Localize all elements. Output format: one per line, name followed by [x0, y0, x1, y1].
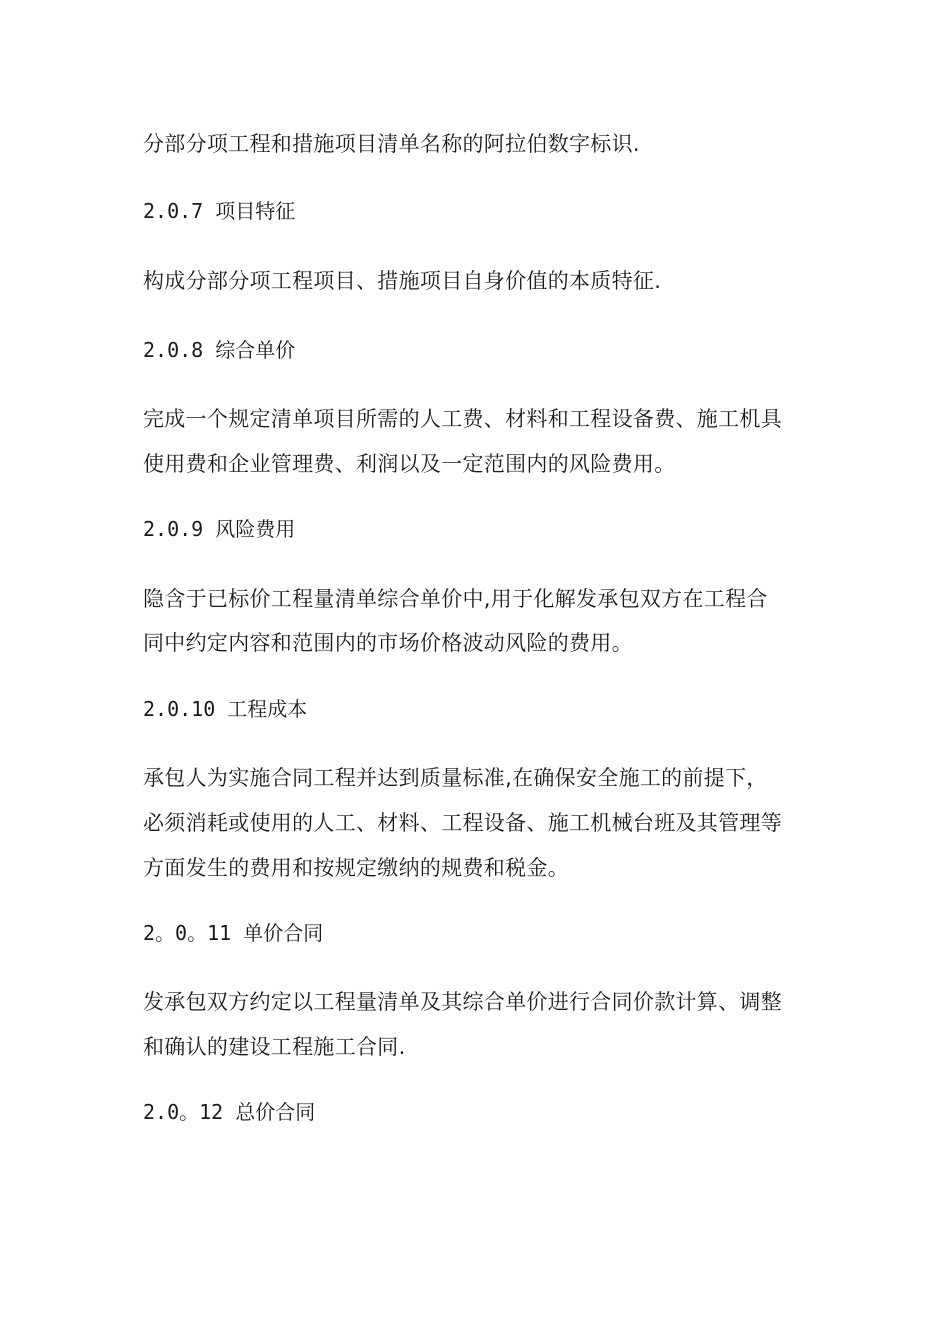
paragraph-text: 和确认的建设工程施工合同. [143, 1035, 406, 1059]
paragraph-text: 同中约定内容和范围内的市场价格波动风险的费用。 [143, 631, 633, 655]
paragraph-text: 隐含于已标价工程量清单综合单价中,用于化解发承包双方在工程合 [143, 587, 768, 611]
paragraph-text: 必须消耗或使用的人工、材料、工程设备、施工机械台班及其管理等 [143, 811, 782, 835]
section-heading: 2.0。12 总价合同 [143, 1100, 316, 1124]
paragraph-text: 完成一个规定清单项目所需的人工费、材料和工程设备费、施工机具 [143, 407, 782, 431]
section-heading: 2.0.9 风险费用 [143, 517, 296, 541]
paragraph-text: 使用费和企业管理费、利润以及一定范围内的风险费用。 [143, 452, 676, 476]
paragraph-text: 承包人为实施合同工程并达到质量标准,在确保安全施工的前提下， [143, 766, 768, 790]
section-heading: 2。0。11 单价合同 [143, 921, 324, 945]
paragraph-text: 发承包双方约定以工程量清单及其综合单价进行合同价款计算、调整 [143, 990, 782, 1014]
section-heading: 2.0.8 综合单价 [143, 338, 296, 362]
section-heading: 2.0.10 工程成本 [143, 697, 308, 721]
section-heading: 2.0.7 项目特征 [143, 199, 296, 223]
paragraph-text: 分部分项工程和措施项目清单名称的阿拉伯数字标识. [143, 132, 640, 156]
paragraph-text: 方面发生的费用和按规定缴纳的规费和税金。 [143, 856, 569, 880]
paragraph-text: 构成分部分项工程项目、措施项目自身价值的本质特征. [143, 269, 662, 293]
